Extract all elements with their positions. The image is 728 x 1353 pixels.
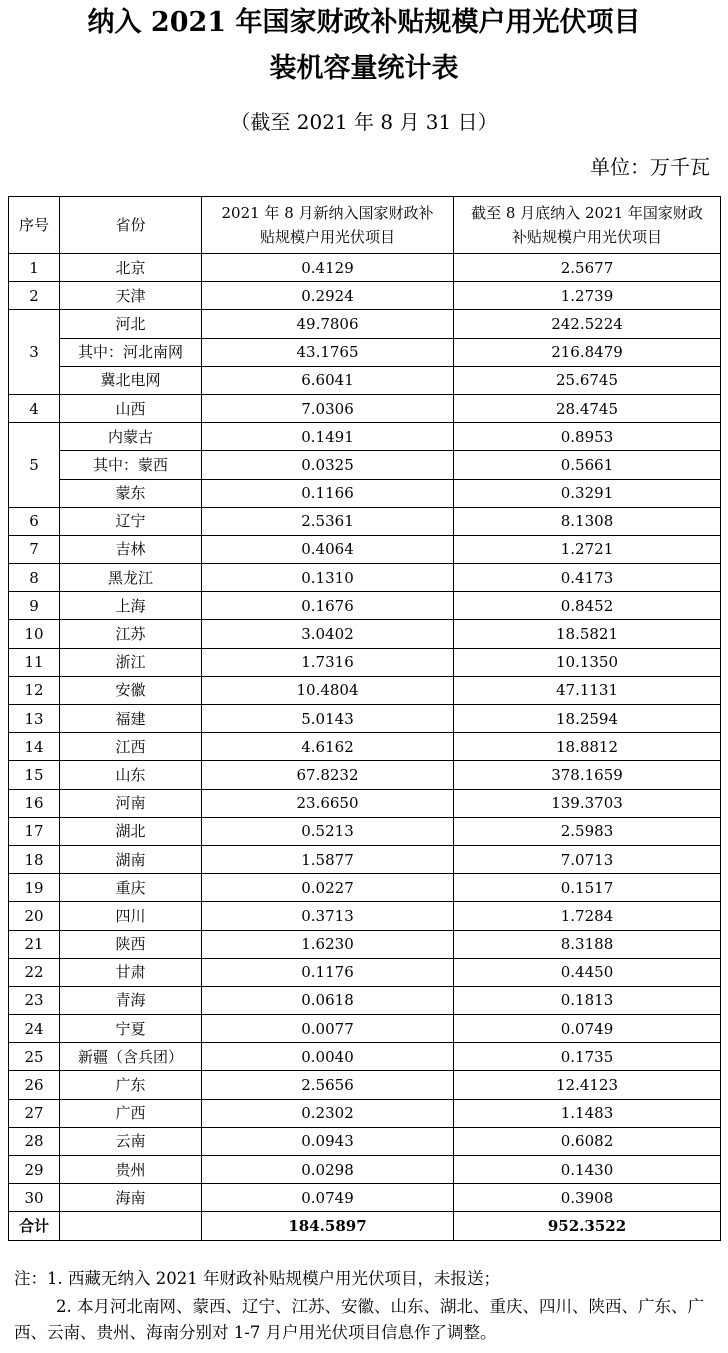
table-row bbox=[9, 310, 721, 338]
cumulative-capacity-cell: 242.5224 bbox=[454, 310, 721, 338]
seq-cell: 16 bbox=[9, 789, 60, 817]
province-cell: 陕西 bbox=[60, 930, 202, 958]
new-capacity-cell: 4.6162 bbox=[202, 733, 454, 761]
table-row bbox=[9, 1156, 721, 1184]
table-row bbox=[9, 845, 721, 873]
cumulative-capacity-cell: 2.5677 bbox=[454, 254, 721, 282]
province-cell: 海南 bbox=[60, 1184, 202, 1212]
province-cell: 贵州 bbox=[60, 1156, 202, 1184]
new-capacity-cell: 1.7316 bbox=[202, 648, 454, 676]
province-cell: 其中：蒙西 bbox=[60, 451, 202, 479]
unit-label: 单位：万千瓦 bbox=[590, 155, 710, 179]
total-new-capacity: 184.5897 bbox=[202, 1212, 454, 1240]
seq-cell: 22 bbox=[9, 958, 60, 986]
new-capacity-cell: 3.0402 bbox=[202, 620, 454, 648]
cumulative-capacity-cell: 0.1735 bbox=[454, 1043, 721, 1071]
seq-cell: 23 bbox=[9, 986, 60, 1014]
new-capacity-cell: 49.7806 bbox=[202, 310, 454, 338]
capacity-statistics-table bbox=[8, 196, 721, 1241]
new-capacity-cell: 0.1176 bbox=[202, 958, 454, 986]
cumulative-capacity-cell: 1.1483 bbox=[454, 1099, 721, 1127]
province-cell: 新疆（含兵团） bbox=[60, 1043, 202, 1071]
table-row bbox=[9, 564, 721, 592]
table-row bbox=[9, 705, 721, 733]
new-capacity-cell: 0.4129 bbox=[202, 254, 454, 282]
seq-cell: 14 bbox=[9, 733, 60, 761]
new-capacity-cell: 0.1491 bbox=[202, 423, 454, 451]
seq-cell: 28 bbox=[9, 1127, 60, 1155]
province-cell: 湖南 bbox=[60, 845, 202, 873]
cumulative-capacity-cell: 12.4123 bbox=[454, 1071, 721, 1099]
province-cell: 四川 bbox=[60, 902, 202, 930]
table-row bbox=[9, 282, 721, 310]
province-cell: 北京 bbox=[60, 254, 202, 282]
new-capacity-cell: 0.0943 bbox=[202, 1127, 454, 1155]
table-row bbox=[9, 423, 721, 451]
province-cell: 湖北 bbox=[60, 817, 202, 845]
cumulative-capacity-cell: 1.7284 bbox=[454, 902, 721, 930]
table-row bbox=[9, 676, 721, 704]
province-cell: 山东 bbox=[60, 761, 202, 789]
table-row bbox=[9, 254, 721, 282]
table-row bbox=[9, 733, 721, 761]
date-subtitle: （截至 2021 年 8 月 31 日） bbox=[230, 110, 498, 134]
total-province-cell bbox=[60, 1212, 202, 1240]
province-cell: 河南 bbox=[60, 789, 202, 817]
new-capacity-cell: 0.0298 bbox=[202, 1156, 454, 1184]
province-cell: 内蒙古 bbox=[60, 423, 202, 451]
cumulative-capacity-cell: 8.1308 bbox=[454, 507, 721, 535]
seq-cell: 20 bbox=[9, 902, 60, 930]
province-cell: 蒙东 bbox=[60, 479, 202, 507]
new-capacity-cell: 0.2302 bbox=[202, 1099, 454, 1127]
province-cell: 辽宁 bbox=[60, 507, 202, 535]
cumulative-capacity-cell: 7.0713 bbox=[454, 845, 721, 873]
seq-cell: 3 bbox=[9, 310, 60, 395]
table-row bbox=[9, 902, 721, 930]
table-row bbox=[9, 535, 721, 563]
cumulative-capacity-cell: 0.8452 bbox=[454, 592, 721, 620]
seq-cell: 4 bbox=[9, 394, 60, 422]
footnote-2: 2. 本月河北南网、蒙西、辽宁、江苏、安徽、山东、湖北、重庆、四川、陕西、广东、广西、云南、贵州、海南分别对 1-7 月户用光伏项目信息作了调整。 bbox=[14, 1297, 704, 1342]
cumulative-capacity-cell: 0.4450 bbox=[454, 958, 721, 986]
header-new-capacity: 2021 年 8 月新纳入国家财政补贴规模户用光伏项目 bbox=[202, 197, 454, 254]
table-row bbox=[9, 394, 721, 422]
seq-cell: 10 bbox=[9, 620, 60, 648]
seq-cell: 13 bbox=[9, 705, 60, 733]
cumulative-capacity-cell: 10.1350 bbox=[454, 648, 721, 676]
table-row bbox=[9, 930, 721, 958]
province-cell: 上海 bbox=[60, 592, 202, 620]
table-row bbox=[9, 1015, 721, 1043]
new-capacity-cell: 0.0618 bbox=[202, 986, 454, 1014]
seq-cell: 6 bbox=[9, 507, 60, 535]
seq-cell: 21 bbox=[9, 930, 60, 958]
new-capacity-cell: 0.5213 bbox=[202, 817, 454, 845]
new-capacity-cell: 0.3713 bbox=[202, 902, 454, 930]
new-capacity-cell: 0.2924 bbox=[202, 282, 454, 310]
table-row bbox=[9, 1071, 721, 1099]
seq-cell: 19 bbox=[9, 874, 60, 902]
cumulative-capacity-cell: 28.4745 bbox=[454, 394, 721, 422]
table-body bbox=[9, 254, 721, 1212]
seq-cell: 5 bbox=[9, 423, 60, 508]
new-capacity-cell: 0.1310 bbox=[202, 564, 454, 592]
new-capacity-cell: 0.1166 bbox=[202, 479, 454, 507]
province-cell: 福建 bbox=[60, 705, 202, 733]
province-cell: 宁夏 bbox=[60, 1015, 202, 1043]
new-capacity-cell: 43.1765 bbox=[202, 338, 454, 366]
seq-cell: 17 bbox=[9, 817, 60, 845]
table-row bbox=[9, 479, 721, 507]
seq-cell: 11 bbox=[9, 648, 60, 676]
cumulative-capacity-cell: 18.2594 bbox=[454, 705, 721, 733]
table-row bbox=[9, 648, 721, 676]
document-title-line-1: 纳入 2021 年国家财政补贴规模户用光伏项目 bbox=[87, 7, 641, 38]
table-row bbox=[9, 761, 721, 789]
cumulative-capacity-cell: 0.1517 bbox=[454, 874, 721, 902]
new-capacity-cell: 5.0143 bbox=[202, 705, 454, 733]
table-row bbox=[9, 366, 721, 394]
new-capacity-cell: 0.0749 bbox=[202, 1184, 454, 1212]
province-cell: 云南 bbox=[60, 1127, 202, 1155]
document-title-line-2: 装机容量统计表 bbox=[269, 53, 459, 84]
province-cell: 冀北电网 bbox=[60, 366, 202, 394]
new-capacity-cell: 0.0227 bbox=[202, 874, 454, 902]
seq-cell: 27 bbox=[9, 1099, 60, 1127]
new-capacity-cell: 0.1676 bbox=[202, 592, 454, 620]
cumulative-capacity-cell: 1.2739 bbox=[454, 282, 721, 310]
table-row bbox=[9, 620, 721, 648]
table-row bbox=[9, 874, 721, 902]
total-row bbox=[9, 1212, 721, 1240]
seq-cell: 24 bbox=[9, 1015, 60, 1043]
header-seq: 序号 bbox=[9, 197, 60, 254]
province-cell: 安徽 bbox=[60, 676, 202, 704]
cumulative-capacity-cell: 25.6745 bbox=[454, 366, 721, 394]
seq-cell: 8 bbox=[9, 564, 60, 592]
province-cell: 江苏 bbox=[60, 620, 202, 648]
seq-cell: 12 bbox=[9, 676, 60, 704]
cumulative-capacity-cell: 2.5983 bbox=[454, 817, 721, 845]
province-cell: 广东 bbox=[60, 1071, 202, 1099]
province-cell: 吉林 bbox=[60, 535, 202, 563]
new-capacity-cell: 7.0306 bbox=[202, 394, 454, 422]
new-capacity-cell: 10.4804 bbox=[202, 676, 454, 704]
table-row bbox=[9, 789, 721, 817]
new-capacity-cell: 0.0325 bbox=[202, 451, 454, 479]
table-row bbox=[9, 817, 721, 845]
new-capacity-cell: 67.8232 bbox=[202, 761, 454, 789]
cumulative-capacity-cell: 0.5661 bbox=[454, 451, 721, 479]
new-capacity-cell: 0.0040 bbox=[202, 1043, 454, 1071]
province-cell: 广西 bbox=[60, 1099, 202, 1127]
new-capacity-cell: 23.6650 bbox=[202, 789, 454, 817]
province-cell: 黑龙江 bbox=[60, 564, 202, 592]
province-cell: 甘肃 bbox=[60, 958, 202, 986]
seq-cell: 29 bbox=[9, 1156, 60, 1184]
table-row bbox=[9, 1127, 721, 1155]
cumulative-capacity-cell: 0.4173 bbox=[454, 564, 721, 592]
province-cell: 山西 bbox=[60, 394, 202, 422]
table-row bbox=[9, 986, 721, 1014]
table-row bbox=[9, 1099, 721, 1127]
cumulative-capacity-cell: 47.1131 bbox=[454, 676, 721, 704]
cumulative-capacity-cell: 378.1659 bbox=[454, 761, 721, 789]
seq-cell: 30 bbox=[9, 1184, 60, 1212]
province-cell: 其中：河北南网 bbox=[60, 338, 202, 366]
seq-cell: 26 bbox=[9, 1071, 60, 1099]
cumulative-capacity-cell: 0.1430 bbox=[454, 1156, 721, 1184]
seq-cell: 7 bbox=[9, 535, 60, 563]
cumulative-capacity-cell: 1.2721 bbox=[454, 535, 721, 563]
cumulative-capacity-cell: 0.6082 bbox=[454, 1127, 721, 1155]
cumulative-capacity-cell: 0.1813 bbox=[454, 986, 721, 1014]
seq-cell: 1 bbox=[9, 254, 60, 282]
province-cell: 浙江 bbox=[60, 648, 202, 676]
seq-cell: 18 bbox=[9, 845, 60, 873]
cumulative-capacity-cell: 0.8953 bbox=[454, 423, 721, 451]
new-capacity-cell: 1.6230 bbox=[202, 930, 454, 958]
total-cumulative-capacity: 952.3522 bbox=[454, 1212, 721, 1240]
cumulative-capacity-cell: 18.5821 bbox=[454, 620, 721, 648]
cumulative-capacity-cell: 216.8479 bbox=[454, 338, 721, 366]
cumulative-capacity-cell: 0.3908 bbox=[454, 1184, 721, 1212]
cumulative-capacity-cell: 18.8812 bbox=[454, 733, 721, 761]
new-capacity-cell: 0.0077 bbox=[202, 1015, 454, 1043]
cumulative-capacity-cell: 0.0749 bbox=[454, 1015, 721, 1043]
seq-cell: 15 bbox=[9, 761, 60, 789]
cumulative-capacity-cell: 8.3188 bbox=[454, 930, 721, 958]
table-row bbox=[9, 507, 721, 535]
province-cell: 江西 bbox=[60, 733, 202, 761]
province-cell: 重庆 bbox=[60, 874, 202, 902]
new-capacity-cell: 2.5361 bbox=[202, 507, 454, 535]
footnotes bbox=[14, 1266, 714, 1346]
table-row bbox=[9, 1184, 721, 1212]
province-cell: 青海 bbox=[60, 986, 202, 1014]
header-cumulative-capacity: 截至 8 月底纳入 2021 年国家财政补贴规模户用光伏项目 bbox=[454, 197, 721, 254]
table-row bbox=[9, 451, 721, 479]
province-cell: 天津 bbox=[60, 282, 202, 310]
table-row bbox=[9, 592, 721, 620]
header-province: 省份 bbox=[60, 197, 202, 254]
table-header-row bbox=[9, 197, 721, 254]
table-row bbox=[9, 1043, 721, 1071]
seq-cell: 9 bbox=[9, 592, 60, 620]
province-cell: 河北 bbox=[60, 310, 202, 338]
new-capacity-cell: 1.5877 bbox=[202, 845, 454, 873]
new-capacity-cell: 0.4064 bbox=[202, 535, 454, 563]
seq-cell: 2 bbox=[9, 282, 60, 310]
seq-cell: 25 bbox=[9, 1043, 60, 1071]
new-capacity-cell: 6.6041 bbox=[202, 366, 454, 394]
table-row bbox=[9, 958, 721, 986]
cumulative-capacity-cell: 139.3703 bbox=[454, 789, 721, 817]
table-row bbox=[9, 338, 721, 366]
footnote-1: 注：1. 西藏无纳入 2021 年财政补贴规模户用光伏项目，未报送； bbox=[14, 1269, 500, 1288]
cumulative-capacity-cell: 0.3291 bbox=[454, 479, 721, 507]
total-label: 合计 bbox=[9, 1212, 60, 1240]
new-capacity-cell: 2.5656 bbox=[202, 1071, 454, 1099]
